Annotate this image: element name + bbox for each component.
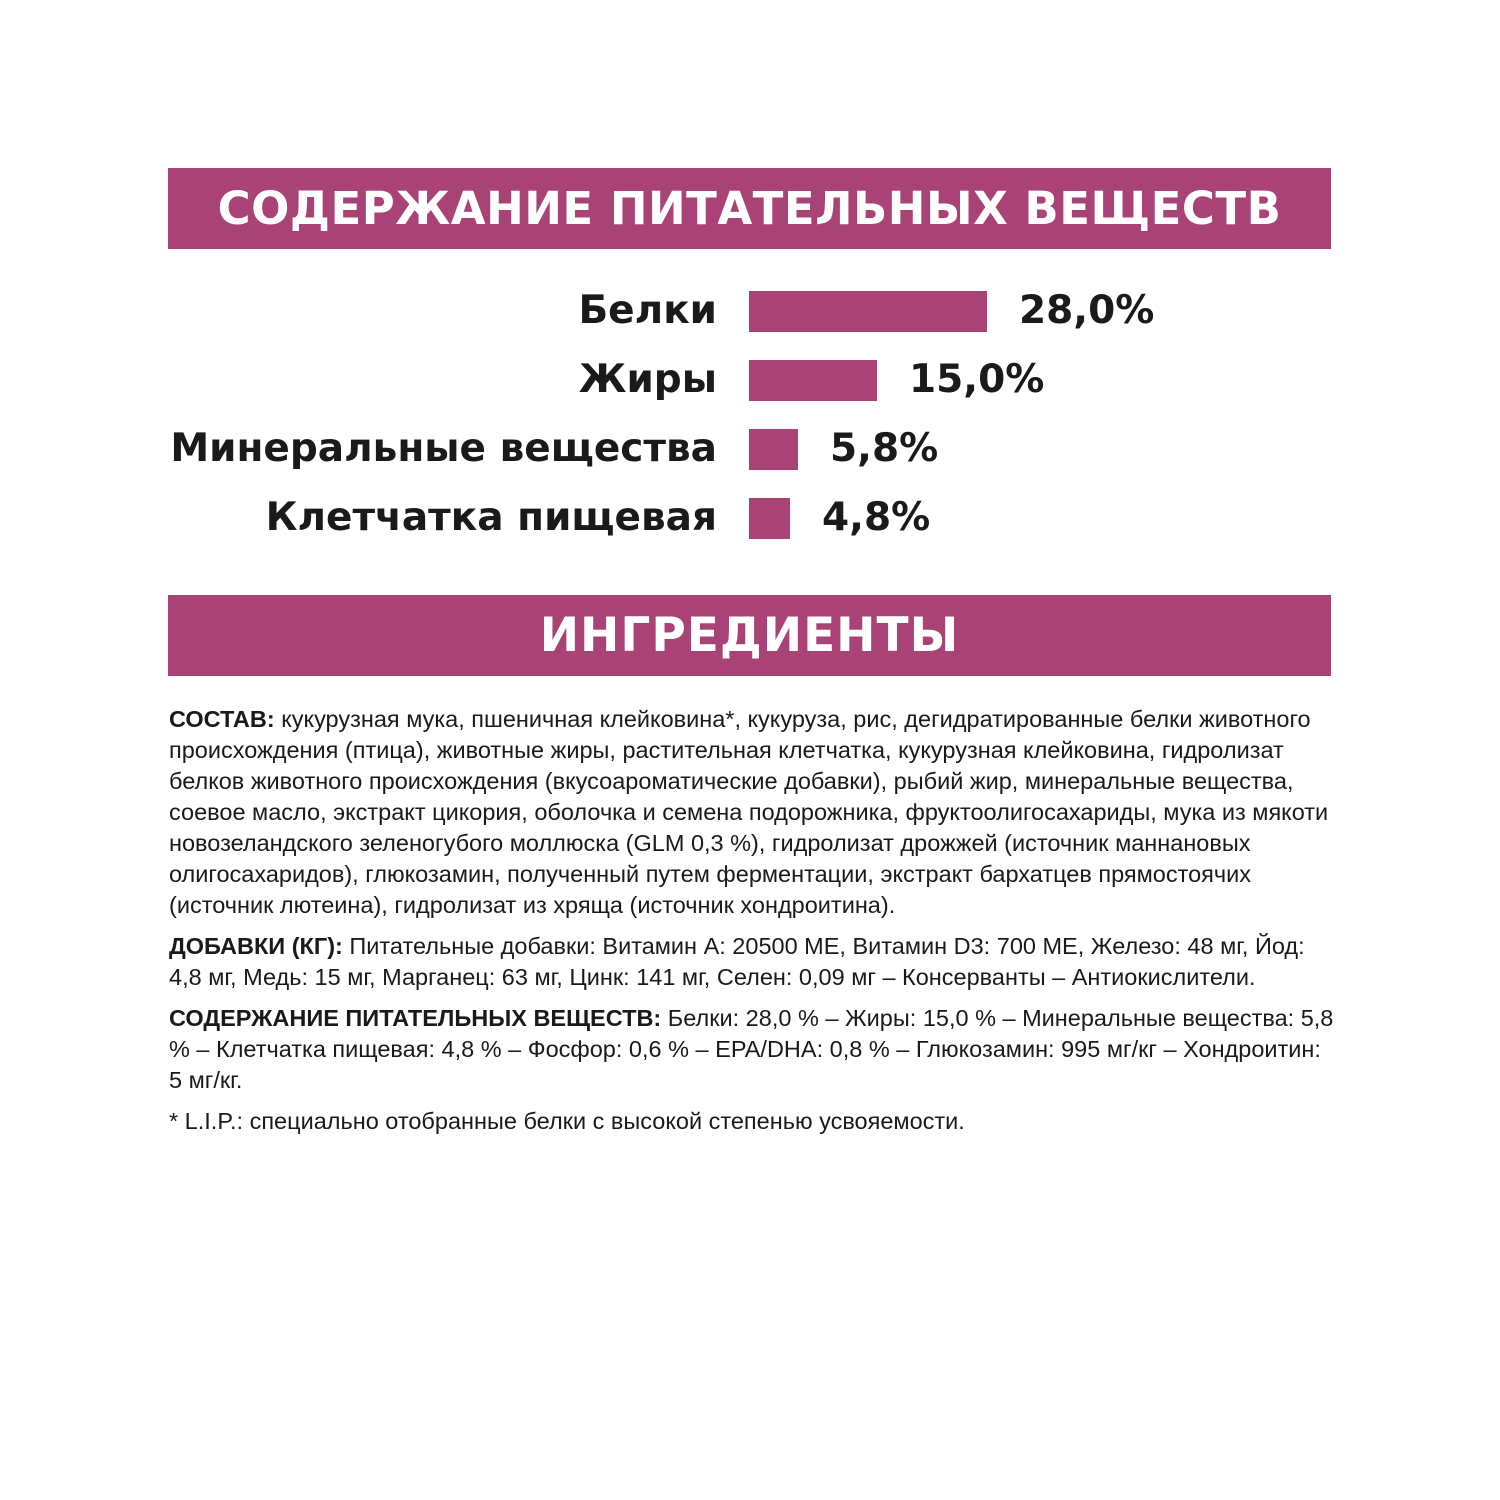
composition-paragraph [169,704,1334,921]
additives-text: Питательные добавки: Витамин А: 20500 МЕ, Витамин D3: 700 МЕ, Железо: 48 мг, Йод: 4,8 мг, Медь: 15 мг, Марганец: 63 мг, Цинк: 141 мг, Селен: 0,09 мг – Консерванты – Антиокислители. [169,933,1305,990]
nutrient-label: Клетчатка пищевая [265,495,717,540]
additives-paragraph [169,931,1334,993]
nutrient-row [0,488,1500,548]
nutrient-value: 5,8% [830,426,939,471]
nutrient-bar [749,291,987,332]
nutrient-bar [749,429,798,470]
ingredients-section-title: ИНГРЕДИЕНТЫ [168,595,1331,676]
nutrient-content-paragraph [169,1003,1334,1096]
ingredients-text-block [169,704,1334,1147]
nutrient-value: 15,0% [909,357,1045,402]
nutrient-value: 4,8% [822,495,931,540]
nutrient-label: Жиры [578,357,717,402]
nutrient-row [0,350,1500,410]
nutrient-row [0,281,1500,341]
nutrients-section-title: СОДЕРЖАНИЕ ПИТАТЕЛЬНЫХ ВЕЩЕСТВ [168,168,1331,249]
composition-lead: СОСТАВ: [169,706,275,732]
nutrient-bar [749,360,877,401]
nutrient-label: Белки [578,288,717,333]
nutrient-value: 28,0% [1019,288,1155,333]
nutrient-bar [749,498,790,539]
nutrient-label: Минеральные вещества [170,426,717,471]
nutrient-row [0,419,1500,479]
nutrient-content-text: Белки: 28,0 % – Жиры: 15,0 % – Минеральные вещества: 5,8 % – Клетчатка пищевая: 4,8 % – Фосфор: 0,6 % – EPA/DHA: 0,8 % – Глюкозамин: 995 мг/кг – Хондроитин: 5 мг/кг. [169,1005,1334,1093]
nutrient-content-lead: СОДЕРЖАНИЕ ПИТАТЕЛЬНЫХ ВЕЩЕСТВ: [169,1005,662,1031]
additives-lead: ДОБАВКИ (КГ): [169,933,343,959]
composition-text: кукурузная мука, пшеничная клейковина*, кукуруза, рис, дегидратированные белки животного происхождения (птица), животные жиры, растительная клетчатка, кукурузная клейковина, гидролизат белков животного происхождения (вкусоароматические добавки), рыбий жир, минеральные вещества, соевое масло, экстракт цикория, оболочка и семена подорожника, фруктоолигосахариды, мука из мякоти новозеландского зеленогубого моллюска (GLM 0,3 %), гидролизат дрожжей (источник маннановых олигосахаридов), глюкозамин, полученный путем ферментации, экстракт бархатцев прямостоячих (источник лютеина), гидролизат из хряща (источник хондроитина). [169,706,1329,918]
footnote: * L.I.P.: специально отобранные белки с высокой степенью усвояемости. [169,1108,965,1134]
